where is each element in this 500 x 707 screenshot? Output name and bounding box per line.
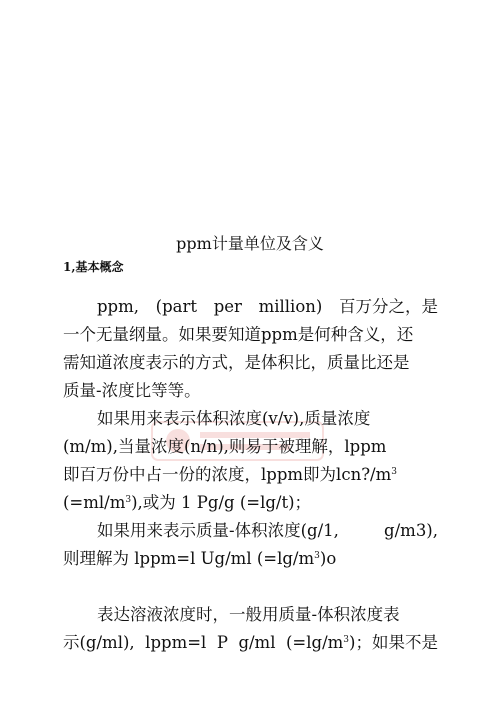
text-run: )；如果不是 xyxy=(349,633,438,652)
text-run: lppm=l xyxy=(145,633,207,652)
document-title: ppm计量单位及含义 xyxy=(176,234,324,253)
superscript: 3 xyxy=(391,467,397,477)
paragraph-4-line-2 xyxy=(63,631,438,655)
paragraph-2-line-4 xyxy=(63,491,438,515)
text-run: g/ml xyxy=(238,633,276,652)
paragraph-1-line-2: 一个无量纲量。如果要知道ppm是何种含义，还 xyxy=(63,325,414,344)
superscript: 3 xyxy=(343,635,350,645)
superscript: 3 xyxy=(314,551,320,561)
text-run: ppm, xyxy=(97,297,140,316)
text-run: million) xyxy=(258,297,323,316)
paragraph-2-line-1: 如果用来表示体积浓度(v/v),质量浓度 xyxy=(97,409,371,428)
text-run: ),或为 1 Pg/g (=lg/t)； xyxy=(131,493,312,512)
text-run: 即百万份中占一份的浓度，lppm即为lcn?/m xyxy=(63,465,392,484)
paragraph-3-line-2 xyxy=(63,547,438,571)
text-run: (=ml/m xyxy=(63,493,126,512)
text-run: P xyxy=(216,633,228,652)
paragraph-2-line-3 xyxy=(63,463,438,487)
paragraph-4-line-1: 表达溶液浓度时，一般用质量-体积浓度表 xyxy=(97,605,400,624)
text-run: g/m3), xyxy=(384,521,438,540)
text-run: 示(g/ml), xyxy=(63,633,135,652)
paragraph-2-line-2: (m/m),当量浓度(n/n),则易于被理解，lppm xyxy=(63,437,387,456)
paragraph-1-line-3: 需知道浓度表示的方式，是体积比，质量比还是 xyxy=(63,353,410,372)
text-run: 则理解为 lppm=l Ug/ml (=lg/m xyxy=(63,549,315,568)
text-run: (part xyxy=(155,297,198,316)
paragraph-1-line-1 xyxy=(63,295,438,319)
superscript: 3 xyxy=(125,495,132,505)
text-run: (=lg/m xyxy=(285,633,344,652)
section-heading: 1,基本概念 xyxy=(63,260,124,274)
paragraph-3-line-1 xyxy=(63,519,438,543)
text-run: )o xyxy=(319,549,337,568)
text-run: 如果用来表示质量-体积浓度(g/1, xyxy=(97,521,339,540)
text-run: 百万分之，是 xyxy=(338,297,438,316)
text-run xyxy=(286,631,438,655)
text-run: per xyxy=(213,297,242,316)
paragraph-1-line-4: 质量-浓度比等等。 xyxy=(63,381,201,400)
